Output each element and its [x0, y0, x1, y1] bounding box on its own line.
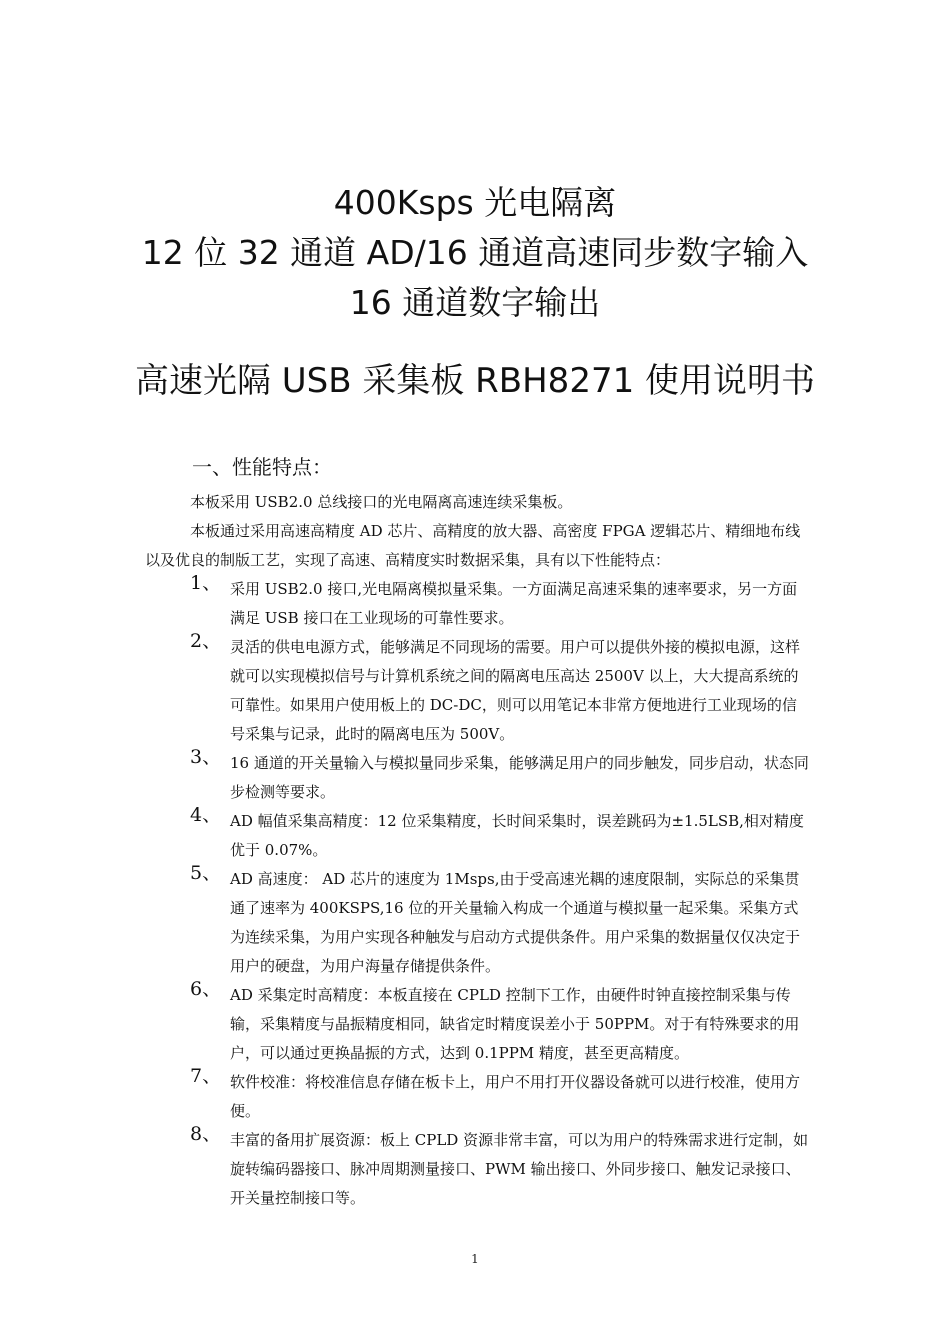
list-item-text: AD 高速度： AD 芯片的速度为 1Msps,由于受高速光耦的速度限制，实际总的采集贯通了速率为 400KSPS,16 位的开关量输入构成一个通道与模拟量一起采集。采集方式为连续采集，为用户实现各种触发与启动方式提供条件。用户采集的数据量仅仅决定于用户的硬盘，为用户海量存储提供条件。 — [230, 870, 801, 975]
list-item-number: 4、 — [190, 804, 222, 826]
title-line-2: 12 位 32 通道 AD/16 通道高速同步数字输入 — [141, 233, 809, 272]
list-item-text: AD 采集定时高精度：本板直接在 CPLD 控制下工作，由硬件时钟直接控制采集与传输，采集精度与晶振精度相同，缺省定时精度误差小于 50PPM。对于有特殊要求的用户，可以通过更换晶振的方式，达到 0.1PPM 精度，甚至更高精度。 — [230, 986, 800, 1062]
list-item-number: 8、 — [190, 1123, 222, 1145]
list-item-number: 3、 — [190, 746, 222, 768]
list-item — [145, 630, 810, 749]
list-item — [145, 862, 810, 981]
intro-paragraph-2: 本板通过采用高速高精度 AD 芯片、高精度的放大器、高密度 FPGA 逻辑芯片、精细地布线以及优良的制版工艺，实现了高速、高精度实时数据采集，具有以下性能特点： — [145, 522, 801, 569]
page-number: 1 — [471, 1252, 479, 1266]
document-subtitle: 高速光隔 USB 采集板 RBH8271 使用说明书 — [134, 361, 816, 401]
document-body — [145, 488, 810, 1213]
feature-list — [145, 572, 810, 1213]
list-item — [145, 1065, 810, 1126]
list-item-text: 16 通道的开关量输入与模拟量同步采集，能够满足用户的同步触发，同步启动，状态同步检测等要求。 — [230, 754, 809, 801]
list-item-number: 6、 — [190, 978, 222, 1000]
list-item-number: 1、 — [190, 572, 222, 594]
list-item-number: 5、 — [190, 862, 222, 884]
intro-paragraph-1: 本板采用 USB2.0 总线接口的光电隔离高速连续采集板。 — [190, 493, 573, 511]
list-item-text: 灵活的供电电源方式，能够满足不同现场的需要。用户可以提供外接的模拟电源，这样就可以实现模拟信号与计算机系统之间的隔离电压高达 2500V 以上，大大提高系统的可靠性。如果用户使用板上的 DC-DC，则可以用笔记本非常方便地进行工业现场的信号采集与记录，此时的隔离电压为 500V。 — [230, 638, 801, 743]
document-title — [0, 178, 950, 328]
list-item — [145, 572, 810, 633]
list-item-number: 7、 — [190, 1065, 222, 1087]
section-heading: 一、性能特点： — [192, 455, 332, 479]
list-item-text: 软件校准：将校准信息存储在板卡上，用户不用打开仪器设备就可以进行校准，使用方便。 — [230, 1073, 801, 1120]
list-item-text: AD 幅值采集高精度：12 位采集精度，长时间采集时，误差跳码为±1.5LSB,相对精度优于 0.07%。 — [230, 812, 804, 859]
list-item — [145, 746, 810, 807]
title-line-3: 16 通道数字输出 — [349, 283, 601, 322]
title-line-1: 400Ksps 光电隔离 — [333, 183, 617, 222]
list-item — [145, 978, 810, 1068]
list-item-text: 丰富的备用扩展资源：板上 CPLD 资源非常丰富，可以为用户的特殊需求进行定制，如旋转编码器接口、脉冲周期测量接口、PWM 输出接口、外同步接口、触发记录接口、开关量控制接口等。 — [230, 1131, 809, 1207]
list-item — [145, 804, 810, 865]
list-item — [145, 1123, 810, 1213]
list-item-text: 采用 USB2.0 接口,光电隔离模拟量采集。一方面满足高速采集的速率要求，另一方面满足 USB 接口在工业现场的可靠性要求。 — [230, 580, 798, 627]
list-item-number: 2、 — [190, 630, 222, 652]
